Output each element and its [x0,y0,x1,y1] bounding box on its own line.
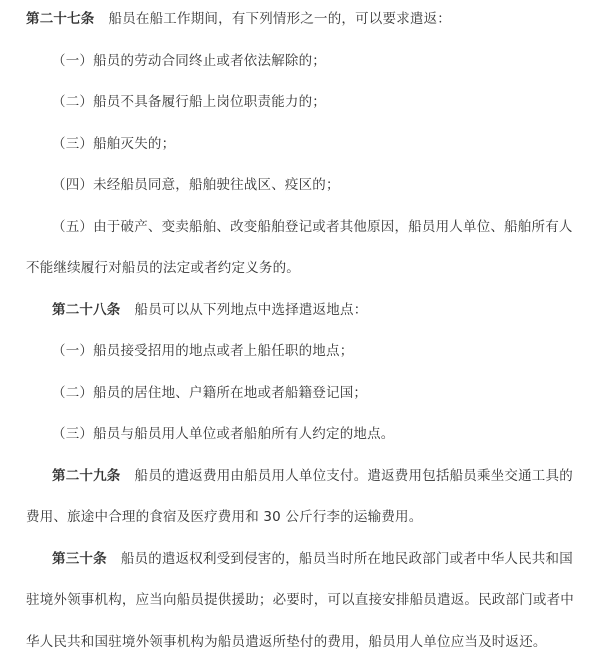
article-29-continuation: 费用、旅途中合理的食宿及医疗费用和 30 公斤行李的运输费用。 [26,509,423,525]
article-30-text: 船员的遣返权利受到侵害的，船员当时所在地民政部门或者中华人民共和国 [120,551,573,567]
article-28-item-3: （三）船员与船员用人单位或者船舶所有人约定的地点。 [52,426,395,442]
article-28-first-line [52,300,590,320]
article-27-item-5: （五）由于破产、变卖船舶、改变船舶登记或者其他原因，船员用人单位、船舶所有人 [52,219,573,235]
article-27-text: 船员在船工作期间，有下列情形之一的，可以要求遣返： [108,11,451,27]
article-30-continuation-2: 华人民共和国驻境外领事机构为船员遣返所垫付的费用，船员用人单位应当及时返还。 [26,634,547,650]
article-30-first-line [52,549,590,569]
article-30-continuation-1: 驻境外领事机构，应当向船员提供援助；必要时，可以直接安排船员遣返。民政部门或者中 [26,592,574,608]
article-27-item-2: （二）船员不具备履行船上岗位职责能力的； [52,94,326,110]
article-27-item-3: （三）船舶灭失的； [52,136,176,152]
article-27-heading: 第二十七条 [26,11,95,27]
article-29-first-line [52,466,590,486]
article-27-item-4: （四）未经船员同意，船舶驶往战区、疫区的； [52,177,340,193]
article-28-item-1: （一）船员接受招用的地点或者上船任职的地点； [52,343,354,359]
article-29-heading: 第二十九条 [52,468,121,484]
article-30-heading: 第三十条 [52,551,107,567]
article-27-item-1: （一）船员的劳动合同终止或者依法解除的； [52,53,326,69]
article-27-first-line [26,9,590,29]
article-28-heading: 第二十八条 [52,302,121,318]
article-28-item-2: （二）船员的居住地、户籍所在地或者船籍登记国； [52,385,368,401]
article-29-text: 船员的遣返费用由船员用人单位支付。遣返费用包括船员乘坐交通工具的 [134,468,573,484]
article-27-continuation: 不能继续履行对船员的法定或者约定义务的。 [26,260,300,276]
article-28-text: 船员可以从下列地点中选择遣返地点： [134,302,368,318]
